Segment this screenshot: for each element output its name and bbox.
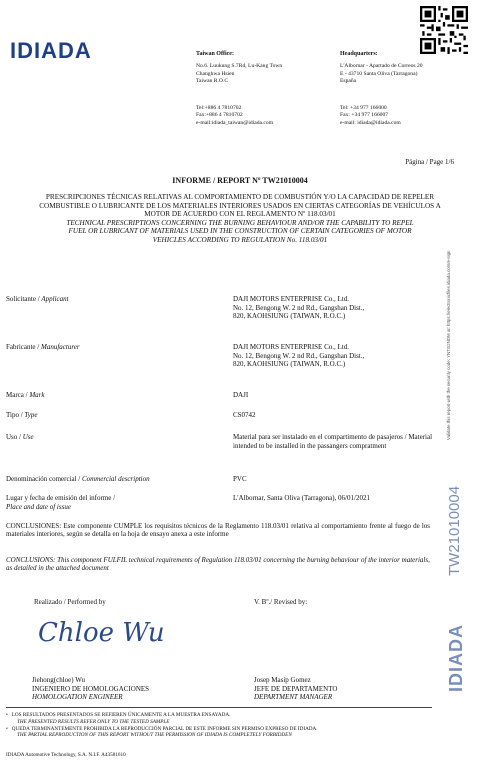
heading-english: TECHNICAL PRESCRIPTIONS CONCERNING THE BURNING BEHAVIOUR AND/OR THE CAPABILITY TO REPEL FUEL OR LUBRICANT OF MATERIALS USED IN THE CONSTRUCTION OF CERTAIN CATEGORIES OF MOTOR VEHICLES ACCORDING TO REGULATION No. 118.03/01: [66, 218, 414, 244]
engineer-signature: Chloe Wu: [38, 618, 165, 648]
footer-note-2-en: THE PARTIAL REPRODUCTION OF THIS REPORT WITHOUT THE PERMISSION OF IDIADA IS COMPLETELY FORBIDDEN: [17, 732, 292, 739]
engineer-title-en: HOMOLOGATION ENGINEER: [32, 693, 123, 702]
field-label-type: Tipo / Type: [6, 411, 38, 419]
validation-note: Validate this report with the security code: YNTG2NDM at: https://electronicfiles.idiada.com/e-sign: [446, 250, 451, 440]
engineer-title-es: INGENIERO DE HOMOLOGACIONES: [32, 684, 150, 693]
footer-notes: [6, 712, 318, 739]
field-value-manufacturer: DAJI MOTORS ENTERPRISE Co., Ltd. No. 12, Bengong W. 2 nd Rd., Gangshan Dist., 820, KAOHSIUNG (TAIWAN, R.O.C.): [233, 343, 365, 369]
manager-title-en: DEPARTMENT MANAGER: [254, 693, 333, 702]
page-number: Página / Page 1/6: [405, 158, 454, 166]
performed-by-label: Realizado / Performed by: [34, 598, 106, 606]
heading-spanish: PRESCRIPCIONES TÉCNICAS RELATIVAS AL COMPORTAMIENTO DE COMBUSTIÓN Y/O LA CAPACIDAD DE REPELER COMBUSTIBLE O LUBRICANTE DE LOS MATERIALES INTERIORES USADOS EN CIERTAS CATEGORÍAS DE VEHÍCULOS A MOTOR DE ACUERDO CON EL REGLAMENTO Nº 118.03/01: [39, 193, 441, 219]
taiwan-office-heading: Taiwan Office:: [196, 51, 234, 58]
conclusions-spanish: CONCLUSIONES: Este componente CUMPLE los requisitos técnicos de la Reglamento 118.03/01 relativa al comportamiento frente al fuego de los materiales interiores, según se detalla en la hoja de ensayo anexa a este informe: [6, 522, 430, 539]
taiwan-office-block: [196, 44, 282, 134]
company-line: IDIADA Automotive Technology, S.A. N.I.F. A43581610: [6, 752, 126, 758]
headquarters-block: [340, 44, 423, 134]
field-label-applicant: Solicitante / Applicant: [6, 295, 69, 303]
qr-code-icon: [420, 6, 468, 54]
taiwan-office-contact: Tel:+886 4 7810702 Fax:+886 4 7810702 e-mail:idiada_taiwan@idiada.com: [196, 105, 274, 126]
field-label-manufacturer: Fabricante / Manufacturer: [6, 343, 80, 351]
field-value-applicant: DAJI MOTORS ENTERPRISE Co., Ltd. No. 12, Bengong W. 2 nd Rd., Gangshan Dist., 820, KAOHSIUNG (TAIWAN, R.O.C.): [233, 295, 365, 321]
headquarters-heading: Headquarters:: [340, 51, 378, 58]
revised-by-label: V. Bº./ Revised by:: [254, 598, 308, 606]
engineer-block: [32, 676, 149, 702]
footer-note-1-en: THE PRESENTED RESULTS REFER ONLY TO THE TESTED SAMPLE: [17, 718, 170, 725]
field-label-commercial-description: Denominación comercial / Commercial description: [6, 475, 150, 483]
idiada-logo: IDIADA: [10, 38, 92, 63]
field-value-use: Material para ser instalado en el compartimento de pasajeros / Material intended to be installed in the passangers compratment: [233, 433, 433, 450]
manager-name: Josep Masip Gomez: [254, 676, 311, 684]
headquarters-address: L'Albornar - Apartado de Correos 20 E - 43710 Santa Oliva (Tarragona) España: [340, 63, 423, 84]
engineer-name: Jiehong(chloe) Wu: [32, 676, 86, 684]
field-value-place-date: L'Albornar, Santa Oliva (Tarragona), 06/01/2021: [233, 494, 370, 502]
field-value-commercial-description: PVC: [233, 475, 247, 483]
report-heading: [0, 193, 480, 245]
headquarters-contact: Tel: +34 977 166000 Fax: +34 977 166007 e-mail: idiada@idiada.com: [340, 105, 401, 126]
footer-divider: [6, 707, 432, 708]
field-label-mark: Marca / Mark: [6, 391, 45, 399]
field-value-mark: DAJI: [233, 391, 249, 399]
report-title: INFORME / REPORT Nº TW21010004: [172, 176, 308, 185]
field-label-use: Uso / Use: [6, 433, 34, 441]
manager-title-es: JEFE DE DEPARTAMENTO: [254, 684, 338, 693]
footer-note-2: • QUEDA TERMINANTEMENTE PROHIBIDA LA REPRODUCCIÓN PARCIAL DE ESTE INFORME SIN PERMISO EXPRESO DE IDIADA.: [6, 725, 318, 732]
side-report-number: TW21010004: [446, 485, 463, 576]
manager-block: [254, 676, 337, 702]
field-value-type: CS0742: [233, 411, 256, 419]
field-label-place-date: Lugar y fecha de emisión del informe / Place and date of issue: [6, 494, 116, 511]
taiwan-office-address: No.6. Luukung S.7Rd, Lu-Kang Town Changhwa Hsien Taiwan R.O.C: [196, 63, 283, 84]
footer-note-1: • LOS RESULTADOS PRESENTADOS SE REFIEREN ÚNICAMENTE A LA MUESTRA ENSAYADA.: [6, 712, 231, 718]
conclusions-english: CONCLUSIONS: This component FULFIL technical requirements of Regulation 118.03/01 concerning the burning behaviour of the interior materials, as detailed in the attached document: [6, 556, 430, 573]
side-idiada-logo: IDIADA: [446, 624, 466, 692]
